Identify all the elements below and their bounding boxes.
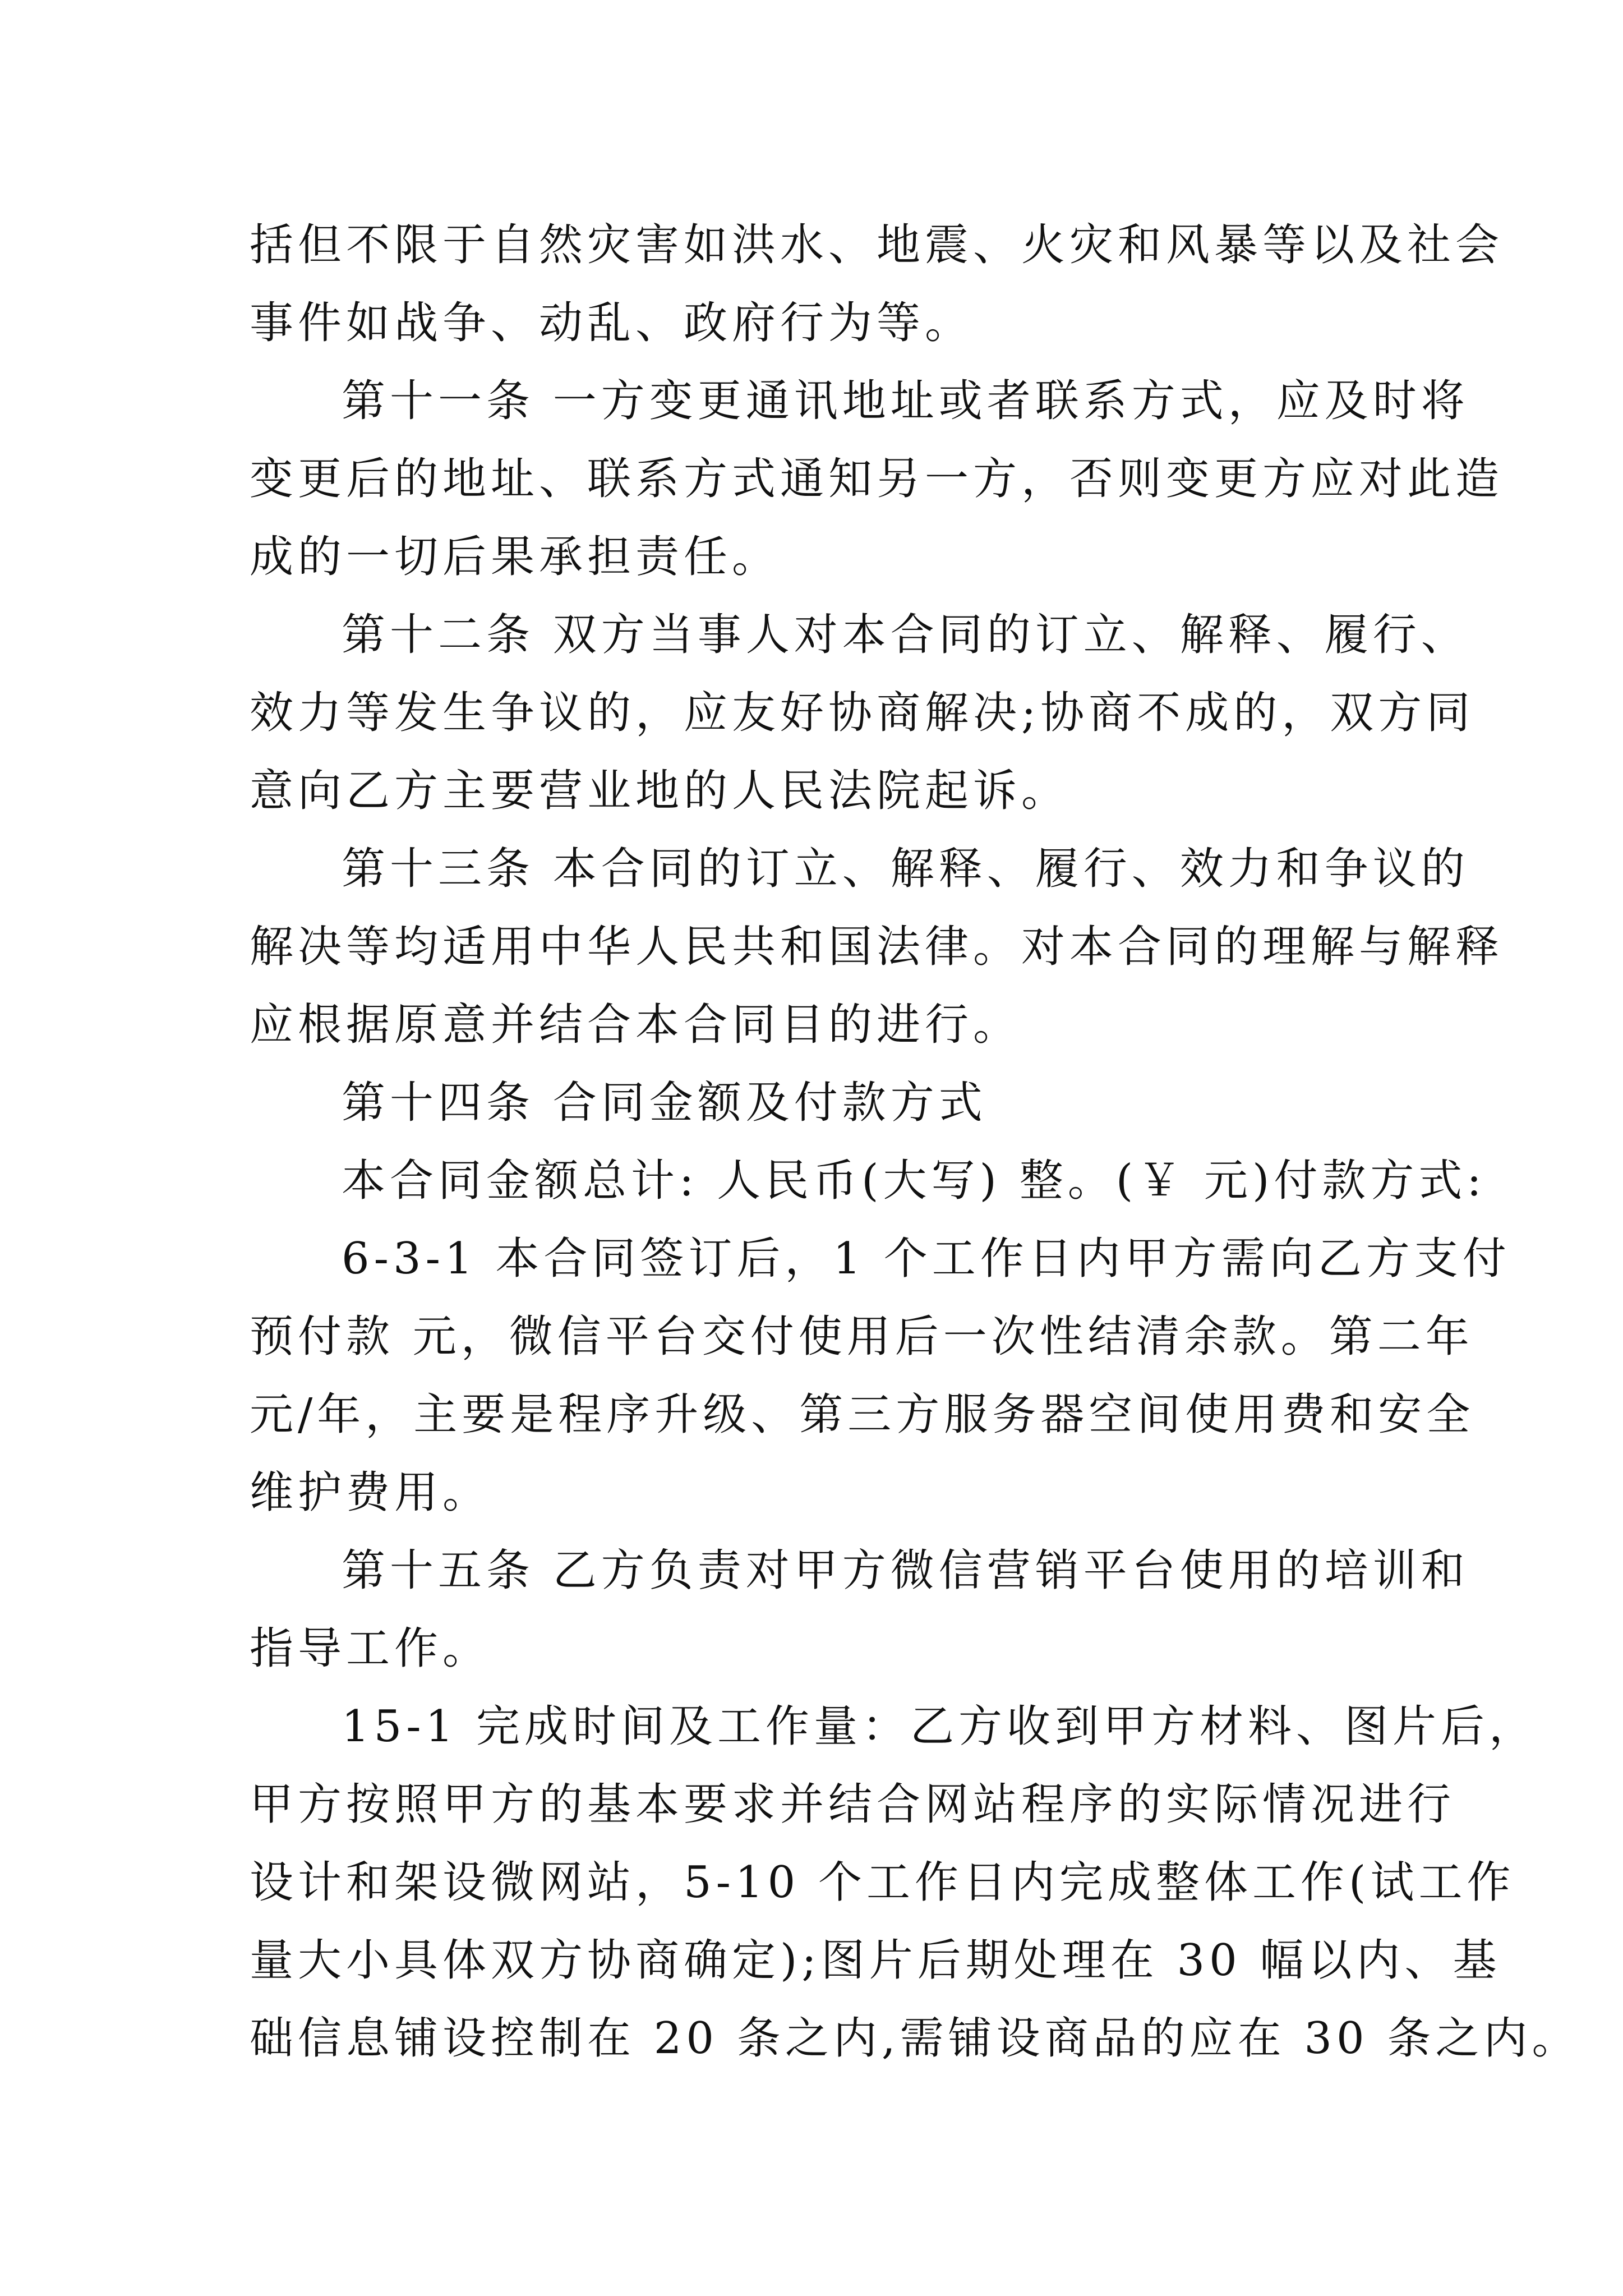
text-line: 维护费用。 [250, 1467, 491, 1518]
text-line: 意向乙方主要营业地的人民法院起诉。 [250, 766, 1070, 816]
article-15-heading-line: 第十五条 乙方负责对甲方微信营销平台使用的培训和 [342, 1545, 1469, 1596]
text-line: 括但不限于自然灾害如洪水、地震、火灾和风暴等以及社会 [250, 220, 1504, 270]
article-13-heading-line: 第十三条 本合同的订立、解释、履行、效力和争议的 [342, 844, 1469, 894]
text-line: 量大小具体双方协商确定);图片后期处理在 30 幅以内、基 [250, 1935, 1501, 1986]
text-line: 设计和架设微网站，5-10 个工作日内完成整体工作(试工作 [250, 1857, 1515, 1908]
text-line: 预付款 元，微信平台交付使用后一次性结清余款。第二年 [250, 1312, 1474, 1362]
article-11-heading-line: 第十一条 一方变更通讯地址或者联系方式，应及时将 [342, 376, 1469, 426]
article-14-heading-line: 第十四条 合同金额及付款方式 [342, 1078, 987, 1128]
clause-15-1-line: 15-1 完成时间及工作量：乙方收到甲方材料、图片后， [342, 1701, 1538, 1752]
article-12-heading-line: 第十二条 双方当事人对本合同的订立、解释、履行、 [342, 610, 1469, 660]
text-line: 解决等均适用中华人民共和国法律。对本合同的理解与解释 [250, 922, 1504, 972]
text-line: 成的一切后果承担责任。 [250, 532, 781, 582]
text-line: 础信息铺设控制在 20 条之内,需铺设商品的应在 30 条之内。 [250, 2013, 1580, 2064]
clause-6-3-1-line: 6-3-1 本合同签订后，1 个工作日内甲方需向乙方支付 [342, 1234, 1511, 1284]
text-line: 变更后的地址、联系方式通知另一方，否则变更方应对此造 [250, 454, 1504, 504]
text-line: 指导工作。 [250, 1623, 491, 1674]
contract-amount-line: 本合同金额总计: 人民币(大写) 整。(￥ 元)付款方式: [342, 1156, 1486, 1206]
contract-body-text [250, 206, 1580, 2078]
text-line: 事件如战争、动乱、政府行为等。 [250, 298, 974, 348]
text-line: 应根据原意并结合本合同目的进行。 [250, 1000, 1022, 1050]
text-line: 效力等发生争议的，应友好协商解决;协商不成的，双方同 [250, 688, 1475, 738]
text-line: 元/年，主要是程序升级、第三方服务器空间使用费和安全 [250, 1389, 1475, 1440]
text-line: 甲方按照甲方的基本要求并结合网站程序的实际情况进行 [250, 1779, 1456, 1830]
